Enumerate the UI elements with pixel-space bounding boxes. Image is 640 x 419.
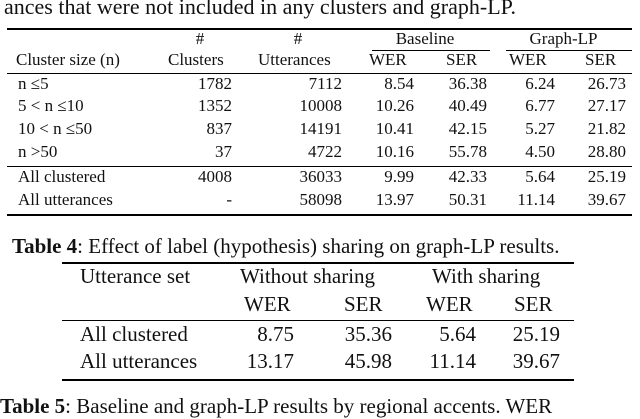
cell-graphlp-ser: 25.19 <box>587 167 626 186</box>
cell-graphlp-ser: 28.80 <box>587 142 626 161</box>
cell-with-wer: 11.14 <box>429 349 476 373</box>
header-hash-clusters: # <box>195 29 205 48</box>
row-label: All clustered <box>18 167 106 186</box>
cell-baseline-ser: 36.38 <box>448 74 487 93</box>
cell-graphlp-ser: 21.82 <box>587 119 626 138</box>
header-utterance-set: Utterance set <box>80 264 191 288</box>
cell-baseline-wer: 10.41 <box>375 119 414 138</box>
cell-without-wer: 8.75 <box>257 322 294 346</box>
header-baseline: Baseline <box>395 29 455 48</box>
cell-graphlp-wer: 5.64 <box>525 167 555 186</box>
header-without-ser: SER <box>344 292 383 316</box>
cell-without-ser: 35.36 <box>344 322 392 346</box>
cell-with-ser: 39.67 <box>512 349 560 373</box>
cell-with-ser: 25.19 <box>512 322 560 346</box>
header-with-ser: SER <box>514 292 553 316</box>
header-utterances: Utterances <box>258 50 331 69</box>
header-graphlp-wer: WER <box>509 50 547 69</box>
row-label: n ≤5 <box>18 74 49 93</box>
header-hash-utterances: # <box>293 29 303 48</box>
cell-graphlp-ser: 39.67 <box>587 190 626 209</box>
cell-baseline-wer: 8.54 <box>384 74 414 93</box>
cell-utterances: 10008 <box>299 96 342 115</box>
cell-graphlp-wer: 5.27 <box>525 119 555 138</box>
cell-baseline-ser: 40.49 <box>448 96 487 115</box>
cell-utterances: 36033 <box>299 167 342 186</box>
cell-baseline-ser: 50.31 <box>448 190 487 209</box>
cell-baseline-wer: 10.26 <box>375 96 414 115</box>
cell-graphlp-ser: 26.73 <box>587 74 626 93</box>
cell-utterances: 58098 <box>299 190 342 209</box>
cell-utterances: 14191 <box>299 119 342 138</box>
header-with-wer: WER <box>426 292 473 316</box>
header-baseline-wer: WER <box>369 50 407 69</box>
table-row <box>0 119 640 141</box>
table-row <box>0 96 640 118</box>
table5-caption-label: Table 5 <box>0 394 66 418</box>
row-label: 5 < n ≤10 <box>18 96 84 115</box>
cell-baseline-wer: 13.97 <box>375 190 414 209</box>
table-row <box>0 190 640 212</box>
table-row <box>0 349 640 377</box>
row-label: n >50 <box>18 142 58 161</box>
row-label: All clustered <box>80 322 188 346</box>
header-cluster-size: Cluster size (n) <box>16 50 120 69</box>
cell-baseline-wer: 10.16 <box>375 142 414 161</box>
cell-baseline-ser: 55.78 <box>448 142 487 161</box>
cell-graphlp-ser: 27.17 <box>587 96 626 115</box>
table5-caption-text: : Baseline and graph-LP results by regional accents. WER <box>65 394 553 418</box>
table-row <box>0 322 640 350</box>
table-row <box>0 167 640 189</box>
table4-caption-label: Table 4 <box>12 234 78 258</box>
cell-clusters: - <box>226 190 232 209</box>
table3-caption-fragment: ances that were not included in any clusters and graph-LP. <box>4 0 516 19</box>
cell-graphlp-wer: 6.77 <box>525 96 555 115</box>
header-without-wer: WER <box>244 292 291 316</box>
cell-clusters: 1782 <box>198 74 232 93</box>
cell-baseline-wer: 9.99 <box>384 167 414 186</box>
header-without-sharing: Without sharing <box>240 264 376 288</box>
row-label: 10 < n ≤50 <box>18 119 93 138</box>
cell-clusters: 37 <box>215 142 232 161</box>
header-graphlp-ser: SER <box>585 50 617 69</box>
cell-utterances: 7112 <box>308 74 342 93</box>
cell-baseline-ser: 42.33 <box>448 167 487 186</box>
header-graphlp: Graph-LP <box>529 29 598 48</box>
table-bottom-rule <box>7 214 632 216</box>
header-clusters: Clusters <box>168 50 224 69</box>
table4-caption-text: : Effect of label (hypothesis) sharing on graph-LP results. <box>77 234 560 258</box>
header-with-sharing: With sharing <box>432 264 541 288</box>
cell-graphlp-wer: 11.14 <box>517 190 555 209</box>
cell-clusters: 837 <box>206 119 232 138</box>
cell-with-wer: 5.64 <box>439 322 476 346</box>
table5-caption <box>0 394 552 419</box>
header-baseline-ser: SER <box>446 50 478 69</box>
cell-without-wer: 13.17 <box>246 349 294 373</box>
table4-caption <box>12 234 559 259</box>
cell-clusters: 1352 <box>198 96 232 115</box>
cell-baseline-ser: 42.15 <box>448 119 487 138</box>
row-label: All utterances <box>18 190 113 209</box>
cell-graphlp-wer: 4.50 <box>525 142 555 161</box>
table-row <box>0 142 640 164</box>
cell-clusters: 4008 <box>198 167 232 186</box>
row-label: All utterances <box>80 349 198 373</box>
table5-header-rule <box>62 320 574 321</box>
cell-utterances: 4722 <box>308 142 342 161</box>
cell-without-ser: 45.98 <box>344 349 392 373</box>
table5-bottom-rule <box>62 379 574 381</box>
table-row <box>0 74 640 96</box>
cell-graphlp-wer: 6.24 <box>525 74 555 93</box>
